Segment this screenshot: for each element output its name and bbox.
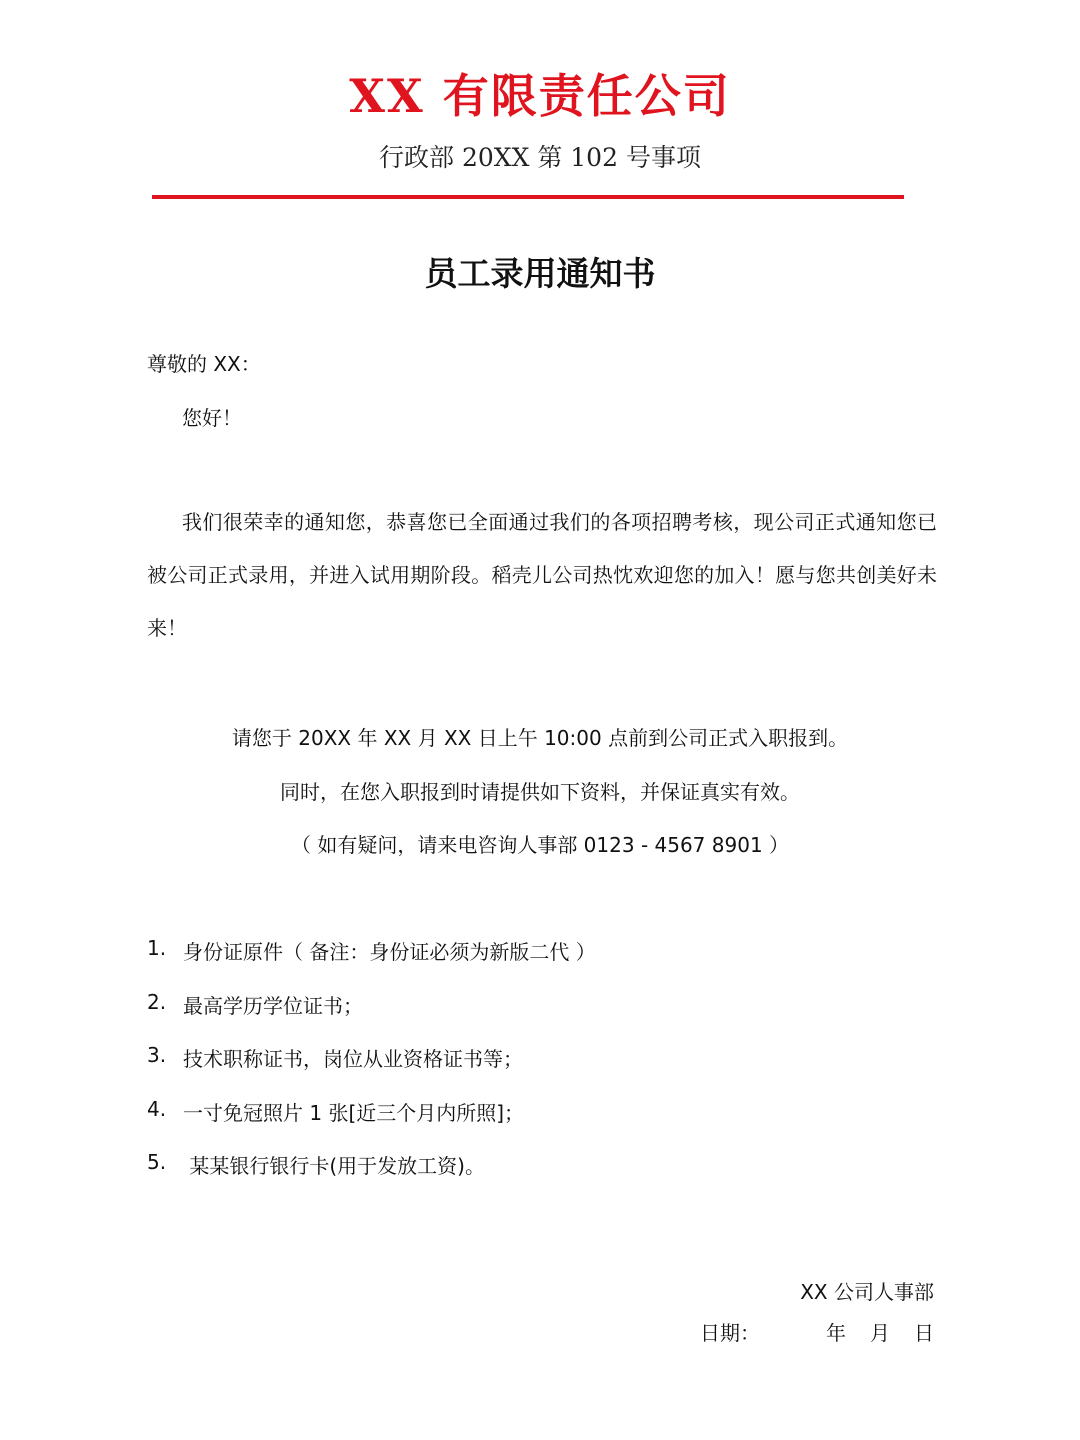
list-item bbox=[147, 936, 596, 990]
document-number: 行政部 20XX 第 102 号事项 bbox=[379, 143, 701, 172]
list-item-text: 技术职称证书，岗位从业资格证书等； bbox=[183, 1047, 523, 1071]
list-item-text: 最高学历学位证书； bbox=[183, 993, 363, 1018]
list-item-number: 5. bbox=[147, 1150, 167, 1174]
company-title: XX 有限责任公司 bbox=[349, 69, 731, 123]
date-year: 年 bbox=[826, 1321, 846, 1345]
date-label: 日期： bbox=[700, 1321, 760, 1345]
notice-title: 员工录用通知书 bbox=[424, 254, 656, 293]
signature-department: XX 公司人事部 bbox=[800, 1280, 934, 1304]
report-time-line: 请您于 20XX 年 XX 月 XX 日上午 10:00 点前到公司正式入职报到。 bbox=[231, 726, 849, 750]
date-month: 月 bbox=[870, 1321, 890, 1345]
list-item bbox=[147, 1150, 596, 1204]
list-item-number: 4. bbox=[147, 1096, 167, 1121]
list-item bbox=[147, 1043, 596, 1097]
list-item-number: 2. bbox=[147, 989, 167, 1014]
list-item-text: 一寸免冠照片 1 张[近三个月内所照]； bbox=[183, 1100, 525, 1125]
greeting-hello: 您好！ bbox=[182, 406, 242, 430]
requirements-list bbox=[147, 936, 596, 1204]
list-item-text: 某某银行银行卡(用于发放工资)。 bbox=[183, 1154, 485, 1178]
documents-note-line: 同时，在您入职报到时请提供如下资料，并保证真实有效。 bbox=[280, 780, 800, 804]
list-item-number: 3. bbox=[147, 1043, 167, 1067]
salutation: 尊敬的 XX： bbox=[147, 352, 261, 376]
list-item-number: 1. bbox=[147, 936, 167, 960]
list-item bbox=[147, 1097, 596, 1151]
list-item bbox=[147, 990, 596, 1044]
header-divider bbox=[152, 195, 904, 199]
list-item-text: 身份证原件（ 备注：身份证必须为新版二代 ） bbox=[183, 940, 596, 964]
body-paragraph: 我们很荣幸的通知您，恭喜您已全面通过我们的各项招聘考核，现公司正式通知您已被公司正式录用，并进入试用期阶段。稻壳儿公司热忱欢迎您的加入！愿与您共创美好未来！ bbox=[147, 510, 937, 640]
date-day: 日 bbox=[914, 1321, 934, 1345]
contact-line: （ 如有疑问，请来电咨询人事部 0123 - 4567 8901 ） bbox=[290, 833, 790, 857]
date-line bbox=[700, 1317, 934, 1346]
